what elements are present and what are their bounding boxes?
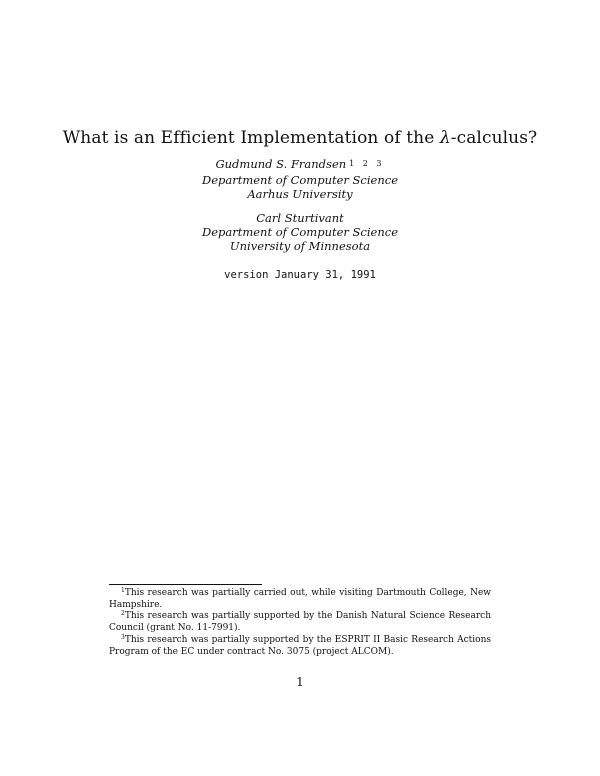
page-number: 1 xyxy=(296,675,304,689)
title-suffix: -calculus? xyxy=(450,128,538,148)
title-prefix: What is an Efficient Implementation of the xyxy=(62,128,440,148)
author-institution: Aarhus University xyxy=(247,187,353,201)
footnote-text: This research was partially carried out, while visiting Dartmouth College, New Hampshire. xyxy=(109,588,491,610)
footnote-mark: 2 xyxy=(121,610,125,618)
author-name: Carl Sturtivant xyxy=(256,211,344,225)
footnote-1 xyxy=(109,588,491,611)
footnote-3 xyxy=(109,635,491,658)
author-block-2 xyxy=(0,211,600,253)
footnote-text: This research was partially supported by the ESPRIT II Basic Research Actions Program of the EC under contract No. 3075 (project ALCOM). xyxy=(109,634,491,657)
footnote-mark: 3 xyxy=(121,633,125,641)
author-block-1 xyxy=(0,157,600,201)
author-footnote-marks: 1 2 3 xyxy=(349,159,385,168)
footnotes xyxy=(109,588,491,658)
author-institution: University of Minnesota xyxy=(229,239,371,253)
author-name: Gudmund S. Frandsen xyxy=(215,157,347,171)
author-department: Department of Computer Science xyxy=(201,225,399,239)
footnote-rule xyxy=(109,584,262,585)
version-date: version January 31, 1991 xyxy=(224,269,376,281)
footnote-2 xyxy=(109,611,491,634)
author-department: Department of Computer Science xyxy=(201,173,399,187)
lambda-symbol: λ xyxy=(439,128,451,148)
paper-title xyxy=(0,128,600,148)
author-name-line xyxy=(0,157,600,173)
footnote-mark: 1 xyxy=(121,587,125,594)
footnote-text: This research was partially supported by the Danish Natural Science Research Council (grant No. 11-7991). xyxy=(109,611,491,634)
